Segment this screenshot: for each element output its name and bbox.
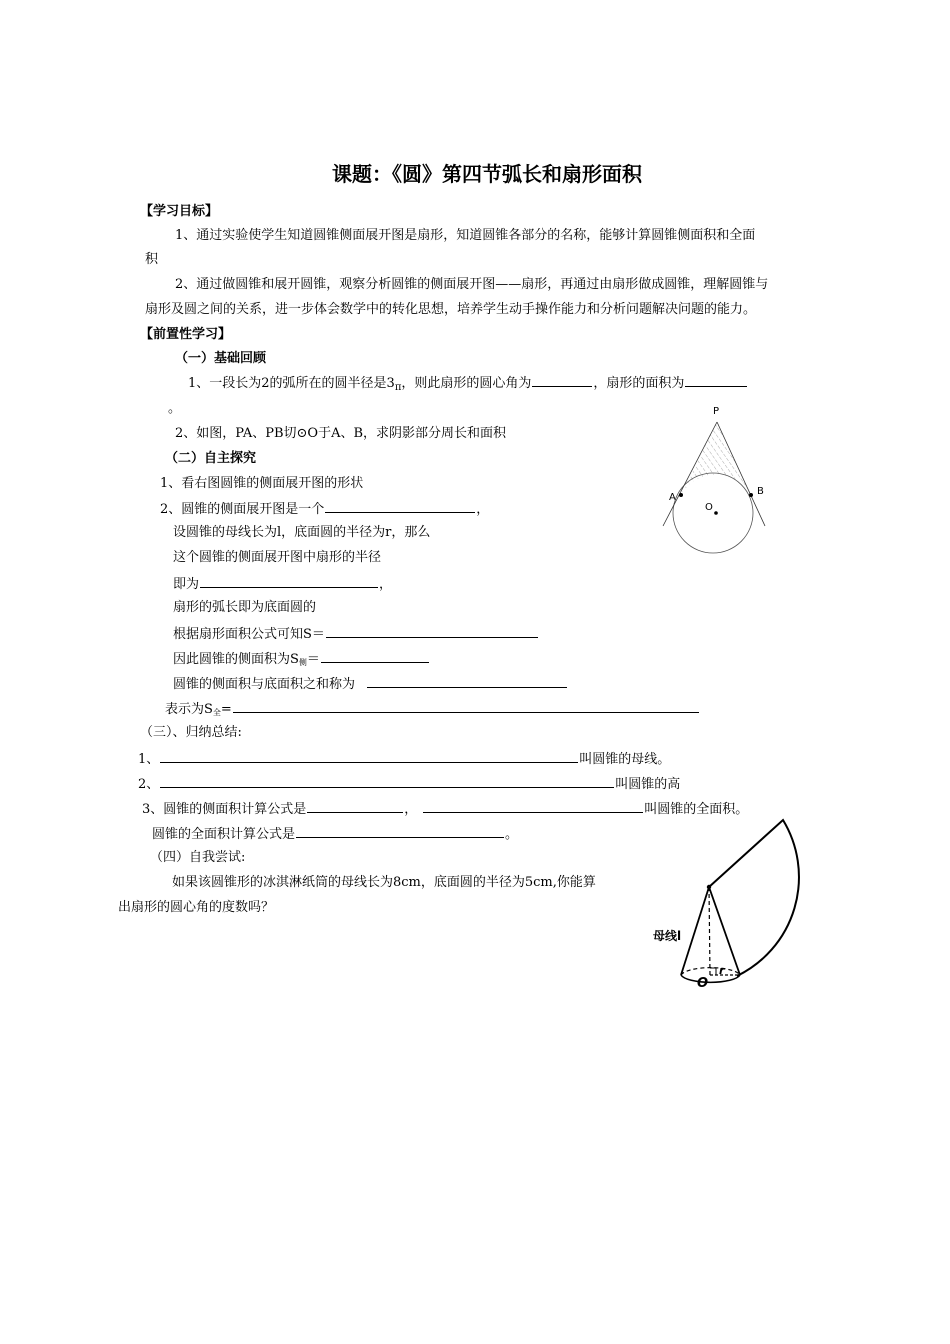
generatrix-definition-blank[interactable]	[160, 750, 578, 763]
review-question-1	[188, 374, 748, 396]
explore-line-10-text: 表示为S	[165, 702, 213, 717]
explore-line-2	[160, 500, 489, 518]
circle-o	[673, 473, 753, 553]
page-title: 课题：《圆》第四节弧长和扇形面积	[332, 162, 642, 186]
label-p: P	[713, 406, 720, 417]
tangent-circle-figure	[655, 400, 775, 560]
q1-text-a: 1、一段长为2的弧所在的圆半径是3	[188, 376, 395, 391]
try-heading: （四）自我尝试:	[150, 850, 246, 865]
objective-1-line-2: 积	[145, 252, 159, 267]
cone-left-generatrix	[681, 887, 709, 975]
summary-3-comma: ，	[404, 802, 418, 817]
summary-heading: （三）、归纳总结:	[140, 725, 242, 740]
explore-line-5	[173, 575, 392, 593]
sector-area-formula-blank[interactable]	[326, 625, 538, 638]
sector-radius-blank[interactable]	[200, 575, 378, 588]
label-b: B	[757, 486, 764, 497]
total-subscript: 全	[212, 708, 221, 717]
objectives-heading: 【学习目标】	[140, 204, 219, 219]
cone-height	[709, 887, 710, 975]
explore-line-2-comma: ，	[476, 502, 490, 517]
explore-line-8	[173, 650, 430, 671]
explore-line-9-text: 圆锥的侧面积与底面积之和称为	[173, 677, 356, 692]
explore-line-8-text: 因此圆锥的侧面积为S	[173, 652, 299, 667]
cone-right-generatrix	[709, 887, 740, 975]
total-area-definition-blank[interactable]	[423, 800, 643, 813]
explore-line-4: 这个圆锥的侧面展开图中扇形的半径	[173, 550, 382, 565]
label-o: O	[705, 502, 713, 513]
objective-2-line-2: 扇形及圆之间的关系，进一步体会数学中的转化思想，培养学生动手操作能力和分析问题解决问题的能力。	[145, 302, 757, 317]
cone-base-front	[681, 975, 740, 982]
central-angle-blank[interactable]	[532, 374, 592, 387]
summary-2-text: 叫圆锥的高	[615, 777, 681, 792]
summary-2-number: 2、	[138, 777, 160, 792]
explore-line-10-eq: =	[220, 702, 232, 717]
label-a: A	[669, 492, 676, 503]
total-formula-blank[interactable]	[296, 825, 504, 838]
radius-label: r	[719, 964, 725, 977]
explore-line-2-text: 2、圆锥的侧面展开图是一个	[160, 502, 325, 517]
summary-3-text-a: 3、圆锥的侧面积计算公式是	[142, 802, 307, 817]
explore-line-5-text: 即为	[173, 577, 200, 592]
explore-line-5-comma: ，	[379, 577, 393, 592]
cone-apex	[707, 885, 711, 889]
summary-1-number: 1、	[138, 752, 160, 767]
summary-4-text: 圆锥的全面积计算公式是	[152, 827, 296, 842]
explore-heading: （二）自主探究	[165, 451, 257, 466]
summary-3-text-c: 叫圆锥的全面积。	[644, 802, 749, 817]
total-area-formula-blank[interactable]	[233, 700, 699, 713]
summary-4-period: 。	[505, 827, 519, 842]
lateral-subscript: 侧	[298, 658, 307, 667]
point-o-dot	[714, 511, 718, 515]
unfolded-shape-blank[interactable]	[325, 500, 475, 513]
explore-line-9	[173, 675, 568, 693]
objective-1-line-1: 1、通过实验使学生知道圆锥侧面展开图是扇形，知道圆锥各部分的名称，能够计算圆锥侧面积和全面	[175, 228, 756, 243]
lateral-area-blank[interactable]	[321, 650, 429, 663]
pi-symbol: π	[394, 382, 402, 393]
summary-1-text: 叫圆锥的母线。	[579, 752, 671, 767]
explore-line-10	[165, 700, 700, 721]
q1-text-b: ，则此扇形的圆心角为	[401, 376, 532, 391]
explore-line-7-text: 根据扇形面积公式可知S＝	[173, 627, 325, 642]
try-question-line-1: 如果该圆锥形的冰淇淋纸筒的母线长为8cm，底面圆的半径为5cm,你能算	[172, 875, 596, 890]
total-area-name-blank[interactable]	[367, 675, 567, 688]
lateral-formula-blank[interactable]	[307, 800, 403, 813]
explore-line-7	[173, 625, 539, 643]
generatrix-label: 母线l	[653, 929, 682, 943]
point-b-dot	[749, 493, 753, 497]
height-definition-blank[interactable]	[160, 775, 614, 788]
explore-line-3: 设圆锥的母线长为l，底面圆的半径为r，那么	[173, 525, 431, 540]
summary-line-4	[152, 825, 518, 843]
explore-line-8-eq: ＝	[306, 652, 320, 667]
summary-line-1	[138, 750, 670, 768]
q1-text-c: ，扇形的面积为	[593, 376, 685, 391]
sector-area-blank[interactable]	[685, 374, 747, 387]
q1-period: 。	[168, 401, 182, 416]
unfolded-sector	[709, 820, 799, 976]
preview-heading: 【前置性学习】	[140, 327, 232, 342]
summary-line-2	[138, 775, 680, 793]
right-angle-mark	[710, 968, 716, 975]
explore-line-6: 扇形的弧长即为底面圆的	[173, 600, 317, 615]
point-a-dot	[679, 493, 683, 497]
base-center-label: O	[697, 976, 709, 991]
cone-sector-figure	[645, 812, 825, 992]
objective-2-line-1: 2、通过做圆锥和展开圆锥，观察分析圆锥的侧面展开图——扇形，再通过由扇形做成圆锥，理解圆锥与	[175, 277, 769, 292]
try-question-line-2: 出扇形的圆心角的度数吗？	[118, 900, 275, 915]
explore-line-1: 1、看右图圆锥的侧面展开图的形状	[160, 476, 364, 491]
review-question-2: 2、如图，PA、PB切⊙O于A、B，求阴影部分周长和面积	[175, 426, 507, 441]
review-heading: （一）基础回顾	[175, 351, 267, 366]
